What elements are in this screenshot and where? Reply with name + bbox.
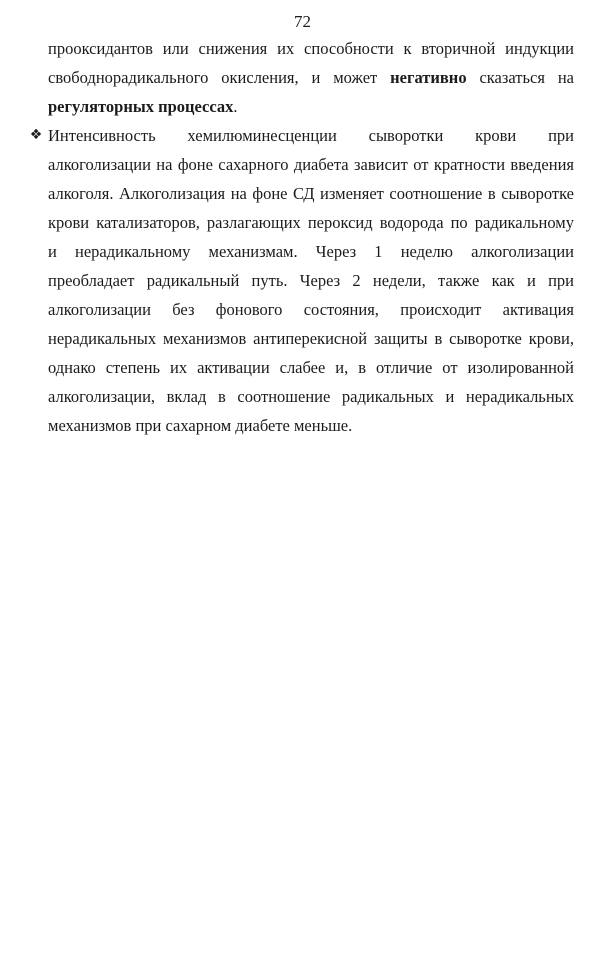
text-run: сказаться на	[466, 68, 574, 87]
paragraph-line: алкоголизации без фонового состояния, происходит активация	[48, 300, 574, 319]
page-number: 72	[294, 12, 311, 31]
bold-text-negativno: негативно	[390, 68, 467, 87]
paragraph-continuation	[48, 34, 574, 121]
text-run: свободнорадикального окисления, и может	[48, 68, 391, 87]
bullet-paragraph	[48, 121, 574, 440]
paragraph-line: и нерадикальному механизмам. Через 1 неделю алкоголизации	[48, 242, 574, 261]
paragraph-line: крови катализаторов, разлагающих пероксид водорода по радикальному	[48, 213, 574, 232]
text-run: .	[233, 97, 238, 116]
paragraph-line: алкоголя. Алкоголизация на фоне СД изменяет соотношение в сыворотке	[48, 184, 574, 203]
paragraph-line: нерадикальных механизмов антиперекисной защиты в сыворотке крови,	[48, 329, 574, 348]
paragraph-line: Интенсивность хемилюминесценции сыворотки крови при	[48, 126, 574, 145]
paragraph-line: механизмов при сахарном диабете меньше.	[48, 416, 353, 435]
paragraph-line: алкоголизации, вклад в соотношение радикальных и нерадикальных	[48, 387, 574, 406]
paragraph-line: однако степень их активации слабее и, в отличие от изолированной	[48, 358, 574, 377]
paragraph-line: алкоголизации на фоне сахарного диабета зависит от кратности введения	[48, 155, 574, 174]
paragraph-line: прооксидантов или снижения их способности к вторичной индукции	[48, 39, 574, 58]
diamond-bullet-icon: ❖	[29, 127, 43, 143]
bold-text-regulatory-processes: регуляторных процессах	[48, 97, 234, 116]
paragraph-line: преобладает радикальный путь. Через 2 недели, также как и при	[48, 271, 574, 290]
paragraph-line	[48, 92, 574, 121]
paragraph-line	[48, 63, 574, 92]
